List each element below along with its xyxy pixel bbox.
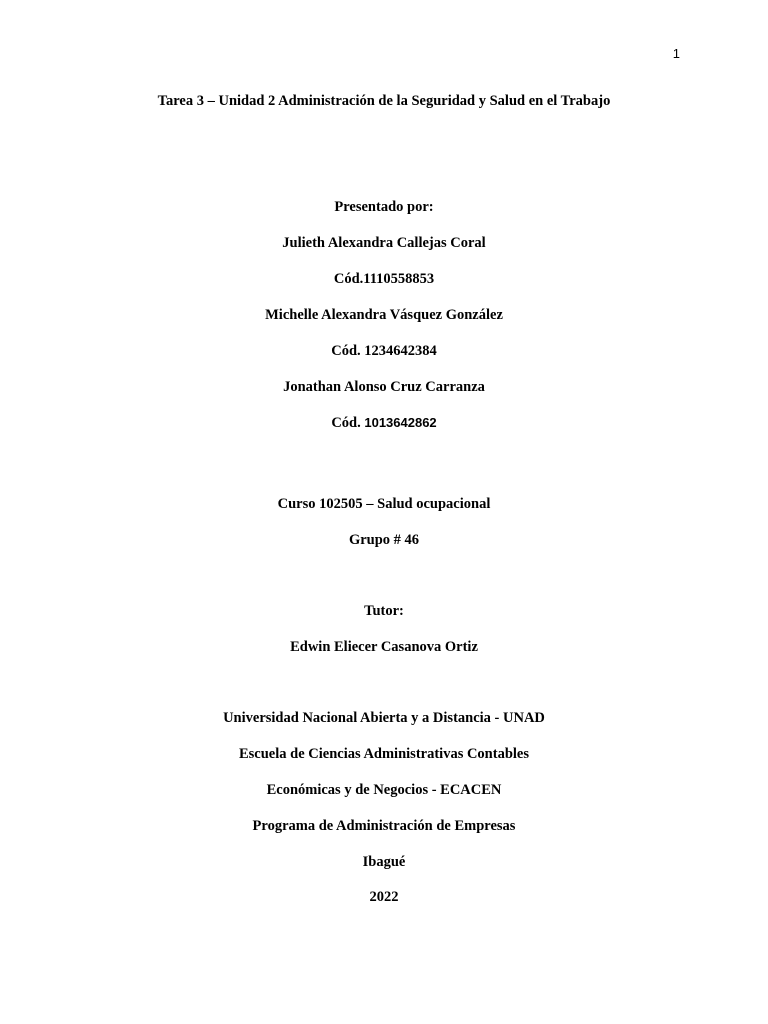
author-name-1: Julieth Alexandra Callejas Coral <box>282 235 486 251</box>
author-code-3 <box>0 414 768 432</box>
author-code-3-number: 1013642862 <box>364 415 437 430</box>
city: Ibagué <box>362 854 406 870</box>
author-code-2: Cód. 1234642384 <box>331 343 437 359</box>
tutor-name: Edwin Eliecer Casanova Ortiz <box>290 639 478 655</box>
author-name-2: Michelle Alexandra Vásquez González <box>265 307 503 323</box>
university-name: Universidad Nacional Abierta y a Distancia - UNAD <box>223 710 545 726</box>
document-title: Tarea 3 – Unidad 2 Administración de la Seguridad y Salud en el Trabajo <box>157 93 611 109</box>
tutor-label: Tutor: <box>364 603 404 619</box>
course-line: Curso 102505 – Salud ocupacional <box>277 496 491 512</box>
author-name-3: Jonathan Alonso Cruz Carranza <box>283 379 485 395</box>
year: 2022 <box>369 889 399 905</box>
presented-by-label: Presentado por: <box>334 199 434 215</box>
school-line-1: Escuela de Ciencias Administrativas Contables <box>238 746 529 762</box>
author-code-1: Cód.1110558853 <box>333 271 435 287</box>
program-name: Programa de Administración de Empresas <box>252 818 516 834</box>
page-number: 1 <box>672 46 680 61</box>
school-line-2: Económicas y de Negocios - ECACEN <box>266 782 502 798</box>
group-line: Grupo # 46 <box>348 532 420 548</box>
author-code-3-prefix: Cód. <box>331 415 365 431</box>
